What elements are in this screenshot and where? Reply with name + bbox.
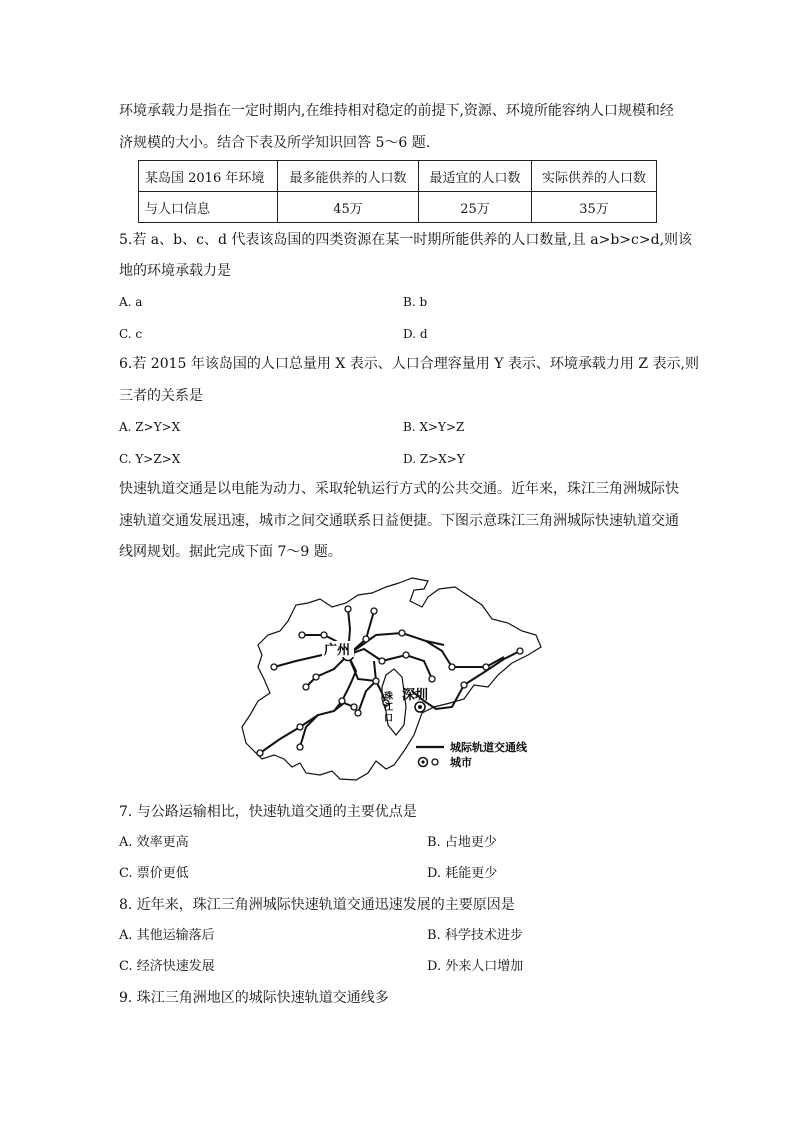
q5-stem-line1: 5.若 a、b、c、d 代表该岛国的四类资源在某一时期所能供养的人口数量,且 a>b>c>d,则该 (119, 232, 693, 248)
q6-option-d[interactable]: D. Z>X>Y (403, 452, 465, 466)
rail-lines (260, 609, 520, 753)
environment-population-table (138, 160, 657, 223)
q7-option-c[interactable]: C. 票价更低 (119, 866, 189, 881)
map-label-guangzhou: 广州 (324, 643, 351, 658)
intro2-line1: 快速轨道交通是以电能为动力、采取轮轨运行方式的公共交通。近年来，珠江三角洲城际快 (119, 481, 679, 497)
q7-option-d[interactable]: D. 耗能更少 (427, 866, 498, 881)
table-title-cell-2: 与人口信息 (139, 192, 278, 223)
q5-option-c[interactable]: C. c (119, 327, 143, 341)
table-header-actual: 实际供养的人口数 (532, 161, 657, 192)
q7-option-a[interactable]: A. 效率更高 (119, 835, 189, 850)
q5-option-b[interactable]: B. b (403, 295, 428, 309)
q7-stem: 7. 与公路运输相比，快速轨道交通的主要优点是 (119, 804, 417, 820)
q5-option-a[interactable]: A. a (119, 295, 143, 309)
q6-stem-line2: 三者的关系是 (119, 388, 203, 404)
q6-option-a[interactable]: A. Z>Y>X (119, 420, 181, 434)
intro2-line2: 速轨道交通发展迅速，城市之间交通联系日益便捷。下图示意珠江三角洲城际快速轨道交通 (119, 513, 679, 529)
q6-stem-line1: 6.若 2015 年该岛国的人口总量用 X 表示、人口合理容量用 Y 表示、环境承载力用 Z 表示,则 (119, 356, 699, 372)
table-header-max: 最多能供养的人口数 (278, 161, 419, 192)
q9-stem: 9. 珠江三角洲地区的城际快速轨道交通线多 (119, 990, 389, 1006)
table-row (139, 161, 657, 192)
map-label-estuary-2: 江 (384, 703, 394, 713)
pearl-river-delta-rail-map (236, 575, 566, 790)
table-row (139, 192, 657, 223)
q8-option-c[interactable]: C. 经济快速发展 (119, 959, 215, 974)
city-markers (257, 606, 523, 756)
legend-line-label: 城际轨道交通线 (450, 741, 527, 754)
q5-stem-line2: 地的环境承载力是 (119, 263, 231, 279)
legend-city-label: 城市 (450, 756, 472, 769)
q5-option-d[interactable]: D. d (403, 327, 428, 341)
q8-option-d[interactable]: D. 外来人口增加 (427, 959, 524, 974)
q8-stem: 8. 近年来，珠江三角洲城际快速轨道交通迅速发展的主要原因是 (119, 897, 515, 913)
intro1-line1: 环境承载力是指在一定时期内,在维持相对稳定的前提下,资源、环境所能容纳人口规模和经 (119, 103, 674, 119)
table-title-cell: 某岛国 2016 年环境 (139, 161, 278, 192)
q8-option-a[interactable]: A. 其他运输落后 (119, 928, 215, 943)
q7-option-b[interactable]: B. 占地更少 (427, 835, 497, 850)
intro2-line3: 线网规划。据此完成下面 7～9 题。 (119, 544, 342, 560)
map-label-estuary-3: 口 (384, 714, 394, 724)
map-legend (416, 740, 528, 769)
table-value-optimal: 25万 (419, 192, 532, 223)
q6-option-b[interactable]: B. X>Y>Z (403, 420, 465, 434)
table-value-max: 45万 (278, 192, 419, 223)
table-header-optimal: 最适宜的人口数 (419, 161, 532, 192)
q8-option-b[interactable]: B. 科学技术进步 (427, 928, 523, 943)
map-label-estuary-1: 珠 (384, 692, 394, 702)
q6-option-c[interactable]: C. Y>Z>X (119, 452, 181, 466)
table-value-actual: 35万 (532, 192, 657, 223)
intro1-line2: 济规模的大小。结合下表及所学知识回答 5～6 题. (119, 135, 431, 151)
map-label-shenzhen: 深圳 (402, 688, 429, 703)
